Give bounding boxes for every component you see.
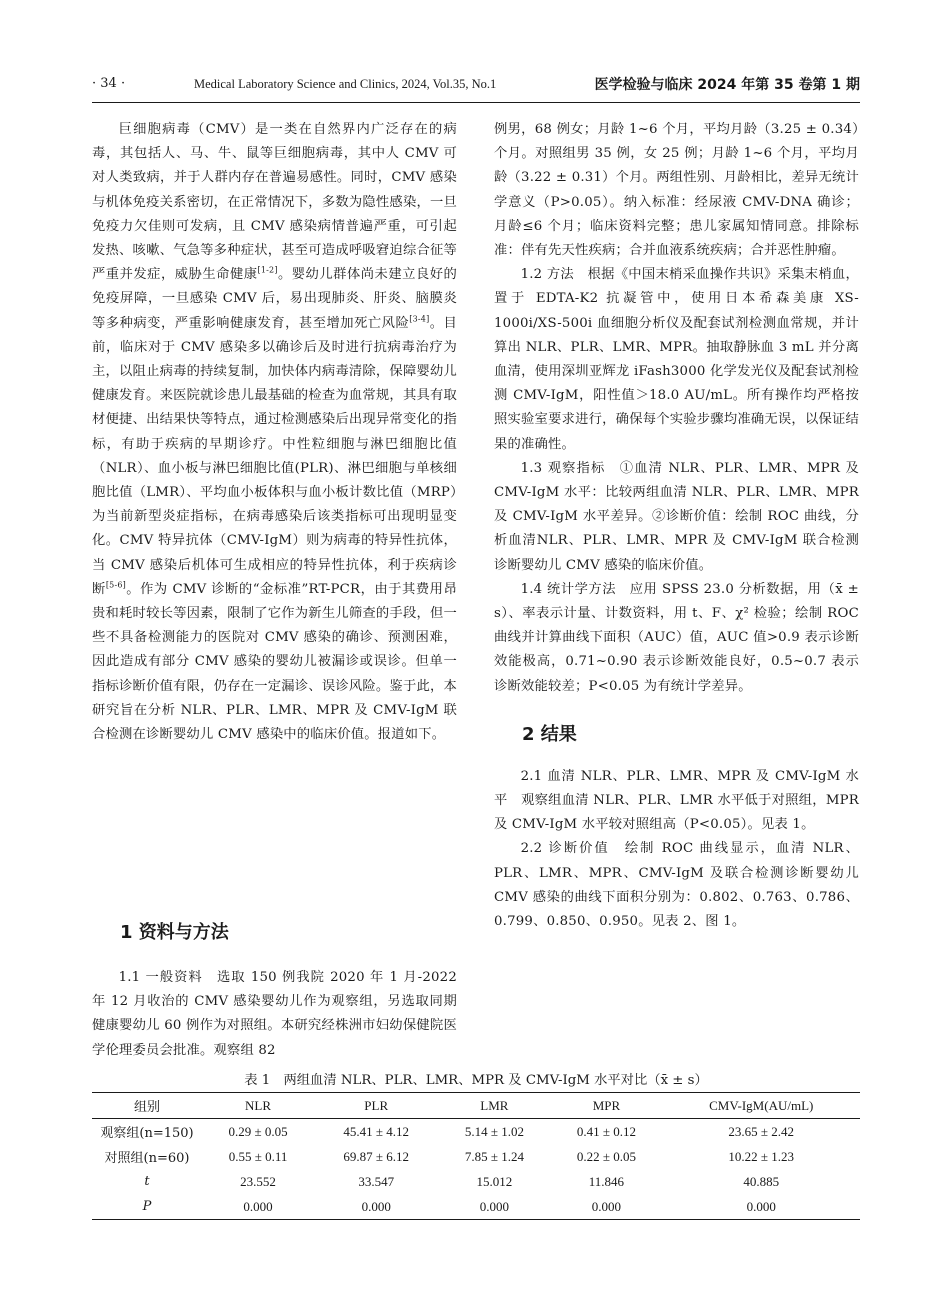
table-cell: 15.012 [476,1173,513,1189]
table-1-title: 表 1 两组血清 NLR、PLR、LMR、MPR 及 CMV-IgM 水平对比（x̄ ± s） [244,1073,708,1088]
page-number: · 34 · [92,76,126,91]
table-1 [92,1092,860,1220]
table-cell: 0.29 ± 0.05 [228,1123,288,1139]
citation-ref: [3-4] [409,314,430,324]
table-cell: 23.65 ± 2.42 [728,1123,795,1139]
table-cell: 23.552 [240,1173,276,1189]
table-cell: 0.000 [479,1198,510,1214]
table-cell: 33.547 [358,1173,395,1189]
table-cell: 0.22 ± 0.05 [576,1148,636,1164]
intro-text-2: 。婴幼儿群体尚未建立良好的免疫屏障，一旦感染 CMV 后，易出现肺炎、肝炎、脑膜炎等多种病变，严重影响健康发育，甚至增加死亡风险 [92,267,457,331]
table-cell: 0.41 ± 0.12 [576,1123,636,1139]
table-row [92,1169,860,1194]
column-header: PLR [364,1097,389,1113]
section-1-1-paragraph: 1.1 一般资料 选取 150 例我院 2020 年 1 月-2022 年 12 月收治的 CMV 感染婴幼儿作为观察组，另选取同期健康婴幼儿 60 例作为对照组。本研究经株洲市妇幼保健院医学伦理委员会批准。观察组 82 [92,970,457,1058]
header-rule [92,102,860,103]
intro-paragraph [92,118,457,747]
table-cell: 5.14 ± 1.02 [464,1123,524,1139]
intro-text-4: 。作为 CMV 诊断的“金标准”RT-PCR，由于其费用昂贵和耗时较长等因素，限制了它作为新生儿筛查的手段，但一些不具备检测能力的医院对 CMV 感染的确诊、预测困难，因此造成有部分 CMV 感染的婴幼儿被漏诊或误诊。但单一指标诊断价值有限，仍存在一定漏诊、误诊风险。鉴于此，本研究旨在分析 NLR、PLR、LMR、MPR 及 CMV-IgM 联合检测在诊断婴幼儿 CMV 感染中的临床价值。报道如下。 [92,581,457,743]
table-cell: 69.87 ± 6.12 [343,1148,410,1164]
table-header-row [92,1093,860,1119]
column-header: NLR [245,1097,272,1113]
section-1-3-paragraph: 1.3 观察指标 ①血清 NLR、PLR、LMR、MPR 及 CMV-IgM 水平：比较两组血清 NLR、PLR、LMR、MPR 及 CMV-IgM 水平差异。②诊断价值：绘制 ROC 曲线，分析血清NLR、PLR、LMR、MPR 及 CMV-IgM 联合检测诊断婴幼儿 CMV 感染的临床价值。 [494,460,859,573]
section-1-1-continued: 例男，68 例女；月龄 1~6 个月，平均月龄（3.25 ± 0.34）个月。对照组男 35 例，女 25 例；月龄 1~6 个月，平均月龄（3.22 ± 0.31）个月。两组性别、月龄相比，差异无统计学意义（P>0.05）。纳入标准：经尿液 CMV-DNA 确诊；月龄≤6 个月；临床资料完整；患儿家属知情同意。排除标准：伴有先天性疾病；合并血液系统疾病；合并恶性肿瘤。 [494,122,859,259]
column-header: CMV-IgM(AU/mL) [709,1097,814,1113]
intro-text-3: 。目前，临床对于 CMV 感染多以确诊后及时进行抗病毒治疗为主，以阻止病毒的持续复制，加快体内病毒清除，保障婴幼儿健康发育。来医院就诊患儿最基础的检查为血常规，其具有取材便捷、出结果快等特点，通过检测感染后出现异常变化的指标，有助于疾病的早期诊疗。中性粒细胞与淋巴细胞比值（NLR）、血小板与淋巴细胞比值(PLR)、淋巴细胞与单核细胞比值（LMR）、平均血小板体积与血小板计数比值（MRP）为当前新型炎症指标，在病毒感染后该类指标可出现明显变化。CMV 特异抗体（CMV-IgM）则为病毒的特异性抗体，当 CMV 感染后机体可生成相应的特异性抗体，利于疾病诊断 [92,315,457,597]
left-column [92,118,457,1058]
table-row [92,1119,860,1145]
table-cell: 对照组(n=60) [104,1151,190,1166]
section-2-heading: 2 结果 [522,723,577,745]
table-cell: 观察组(n=150) [100,1126,194,1141]
right-column [494,118,859,934]
table-cell: 0.000 [746,1198,776,1214]
citation-ref: [5-6] [105,580,126,590]
column-header: 组别 [133,1100,160,1115]
table-cell: 0.000 [591,1198,622,1214]
table-cell: 40.885 [743,1173,780,1189]
journal-name-cn: 医学检验与临床 2024 年第 35 卷第 1 期 [594,77,860,93]
section-2-2-paragraph: 2.2 诊断价值 绘制 ROC 曲线显示，血清 NLR、PLR、LMR、MPR、CMV-IgM 及联合检测诊断婴幼儿 CMV 感染的曲线下面积分别为：0.802、0.763、0.786、0.799、0.850、0.950。见表 2、图 1。 [494,841,859,930]
running-header [92,74,860,98]
intro-text-1: 巨细胞病毒（CMV）是一类在自然界内广泛存在的病毒，其包括人、马、牛、鼠等巨细胞病毒，其中人 CMV 可对人类致病，并于人群内存在普遍易感性。同时，CMV 感染与机体免疫关系密切，在正常情况下，多数为隐性感染，一旦免疫力欠佳则可发病，且 CMV 感染病情普遍严重，可引起发热、咳嗽、气急等多种症状，甚至可造成呼吸窘迫综合征等严重并发症，威胁生命健康 [92,122,457,283]
table-cell: 11.846 [588,1173,625,1189]
table-cell: t [144,1174,150,1189]
column-header: LMR [480,1097,509,1113]
journal-name-en: Medical Laboratory Science and Clinics, 2024, Vol.35, No.1 [194,77,497,91]
column-header: MPR [592,1097,621,1113]
table-cell: 0.000 [243,1198,273,1214]
section-1-heading: 1 资料与方法 [120,922,229,943]
table-cell: P [142,1199,152,1214]
section-1-2-paragraph: 1.2 方法 根据《中国末梢采血操作共识》采集末梢血，置于 EDTA-K2 抗凝管中，使用日本希森美康 XS-1000i/XS-500i 血细胞分析仪及配套试剂检测血常规，并计算出 NLR、PLR、LMR、MPR。抽取静脉血 3 mL 并分离血清，使用深圳亚辉龙 iFash3000 化学发光仪及配套试剂检测 CMV-IgM，阳性值＞18.0 AU/mL。所有操作均严格按照实验室要求进行，确保每个实验步骤均准确无误，以保证结果的准确性。 [494,267,859,452]
section-1-4-paragraph: 1.4 统计学方法 应用 SPSS 23.0 分析数据，用（x̄ ± s）、率表示计量、计数资料，用 t、F、χ² 检验；绘制 ROC 曲线并计算曲线下面积（AUC）值，AUC 值>0.9 表示诊断效能极高，0.71~0.90 表示诊断效能良好，0.5~0.7 表示诊断效能较差；P<0.05 为有统计学差异。 [494,581,859,694]
table-row [92,1194,860,1220]
table-cell: 10.22 ± 1.23 [728,1148,795,1164]
table-cell: 0.55 ± 0.11 [228,1148,288,1164]
table-cell: 7.85 ± 1.24 [464,1148,524,1164]
table-row [92,1144,860,1169]
table-cell: 45.41 ± 4.12 [343,1123,410,1139]
table-cell: 0.000 [361,1198,391,1214]
section-2-1-paragraph: 2.1 血清 NLR、PLR、LMR、MPR 及 CMV-IgM 水平 观察组血清 NLR、PLR、LMR 水平低于对照组，MPR 及 CMV-IgM 水平较对照组高（P<0.05）。见表 1。 [494,768,859,833]
citation-ref: [1-2] [257,265,278,275]
